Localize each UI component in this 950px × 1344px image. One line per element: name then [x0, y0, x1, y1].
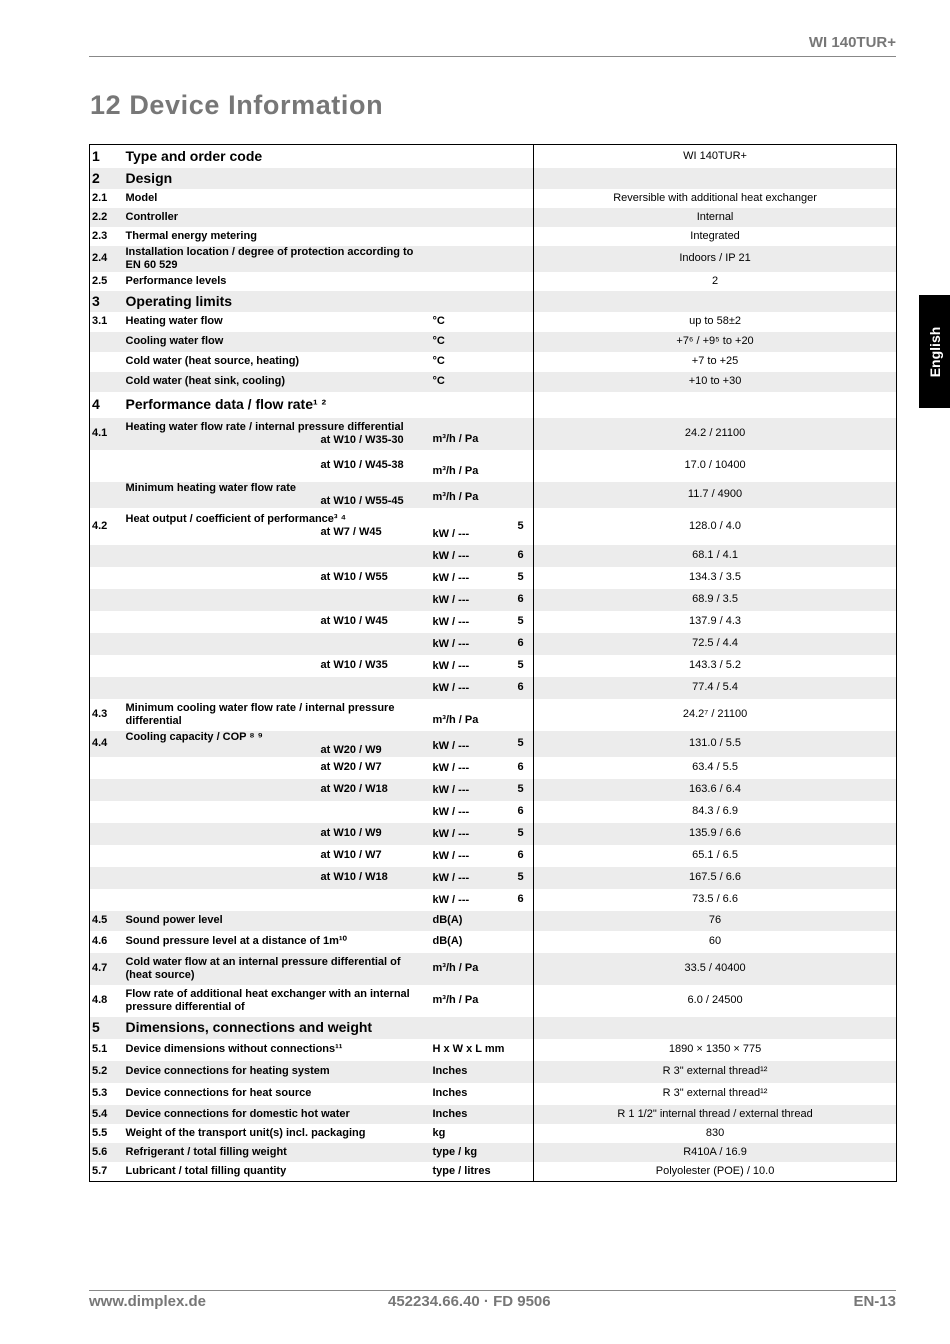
- spec-row: [90, 482, 897, 508]
- row-value: 68.1 / 4.1: [534, 545, 897, 567]
- unit: kW / ---: [431, 731, 516, 757]
- unit: dB(A): [431, 911, 516, 931]
- row-value: 167.5 / 6.6: [534, 867, 897, 889]
- row-label: Thermal energy metering: [125, 229, 257, 242]
- unit: type / kg: [431, 1143, 516, 1162]
- unit: kg: [432, 1126, 446, 1139]
- footnote-ref: [516, 208, 534, 227]
- spec-row: [90, 272, 897, 291]
- row-number: 2.4: [90, 246, 122, 272]
- label-text: Cooling capacity / COP ⁸ ⁹: [125, 730, 263, 743]
- row-value: 2: [534, 272, 897, 291]
- unit: m³/h / Pa: [432, 464, 479, 477]
- condition-text: at W20 / W9: [320, 743, 382, 756]
- row-value: 84.3 / 6.9: [534, 801, 897, 823]
- row-label: Weight of the transport unit(s) incl. packaging: [125, 1126, 366, 1139]
- row-value: up to 58±2: [534, 312, 897, 332]
- unit: [431, 208, 516, 227]
- header-divider: [89, 56, 896, 57]
- spec-row: [90, 1143, 897, 1162]
- row-number: [90, 757, 122, 779]
- unit: m³/h / Pa: [431, 482, 516, 508]
- row-value: 24.2⁷ / 21100: [534, 699, 897, 731]
- row-label: [122, 779, 431, 801]
- row-number: 4.6: [92, 935, 108, 947]
- row-label: Performance levels: [125, 274, 227, 287]
- row-value: 72.5 / 4.4: [534, 633, 897, 655]
- footnote-ref: 6: [517, 849, 524, 861]
- spec-row: [90, 633, 897, 655]
- row-number: [90, 450, 122, 482]
- row-label: Heating water flow: [125, 315, 223, 327]
- row-value: Internal: [534, 208, 897, 227]
- spec-row: [90, 779, 897, 801]
- unit: kW / ---: [432, 805, 470, 818]
- row-value: 128.0 / 4.0: [534, 508, 897, 545]
- spec-row: [90, 1105, 897, 1124]
- row-value: R 1 1/2" internal thread / external thread: [534, 1105, 897, 1124]
- unit: m³/h / Pa: [431, 418, 516, 450]
- unit: kW / ---: [432, 571, 470, 584]
- unit: [431, 272, 516, 291]
- spec-row: [90, 450, 897, 482]
- row-label: Controller: [122, 208, 431, 227]
- row-number: [90, 482, 122, 508]
- unit: kW / ---: [431, 823, 516, 845]
- row-label: [122, 589, 431, 611]
- label-text: Minimum cooling water flow rate / internal pressure differential: [125, 701, 395, 727]
- section-title: Design: [122, 168, 534, 189]
- footnote-ref: [516, 953, 534, 985]
- unit: Inches: [432, 1087, 468, 1099]
- spec-row: [90, 801, 897, 823]
- unit: Inches: [431, 1105, 516, 1124]
- row-value: 65.1 / 6.5: [534, 845, 897, 867]
- spec-row: [90, 953, 897, 985]
- row-label: Sound power level: [122, 911, 431, 931]
- row-label: Refrigerant / total filling weight: [122, 1143, 431, 1162]
- condition-text: at W10 / W18: [320, 871, 388, 883]
- row-value: R 3" external thread¹²: [534, 1083, 897, 1105]
- unit: kW / ---: [432, 893, 470, 906]
- footnote-ref: 5: [516, 731, 534, 757]
- row-value: 163.6 / 6.4: [534, 779, 897, 801]
- row-number: [90, 889, 122, 911]
- row-label: [122, 418, 431, 450]
- row-value: 11.7 / 4900: [534, 482, 897, 508]
- footnote-ref: [516, 911, 534, 931]
- spec-row: [90, 611, 897, 633]
- spec-row: [90, 567, 897, 589]
- spec-row: [90, 589, 897, 611]
- row-label: Sound pressure level at a distance of 1m¹⁰: [125, 935, 347, 947]
- unit: kW / ---: [432, 527, 470, 540]
- spec-row: [90, 1162, 897, 1182]
- row-value: 60: [534, 931, 897, 953]
- row-number: 4.1: [90, 418, 122, 450]
- row-label: Device connections for heating system: [122, 1061, 431, 1083]
- row-label: [122, 450, 431, 482]
- row-label: Lubricant / total filling quantity: [125, 1164, 287, 1177]
- footnote-ref: [516, 482, 534, 508]
- row-number: 5.7: [92, 1164, 108, 1177]
- row-number: [90, 611, 122, 633]
- row-value: 131.0 / 5.5: [534, 731, 897, 757]
- footnote-ref: 5: [516, 823, 534, 845]
- unit: H x W x L mm: [432, 1043, 505, 1055]
- unit: Inches: [431, 1061, 516, 1083]
- row-number: 4: [92, 396, 100, 412]
- row-value: 77.4 / 5.4: [534, 677, 897, 699]
- unit: dB(A): [432, 935, 463, 947]
- row-label: [122, 567, 431, 589]
- spec-row: [90, 889, 897, 911]
- row-label: [122, 757, 431, 779]
- row-value: +7⁶ / +9⁵ to +20: [534, 332, 897, 352]
- row-value: [534, 392, 897, 418]
- row-number: [90, 845, 122, 867]
- row-label: Cold water (heat source, heating): [125, 355, 300, 367]
- row-value: 63.4 / 5.5: [534, 757, 897, 779]
- row-number: [90, 677, 122, 699]
- spec-row: [90, 352, 897, 372]
- device-information-table: [89, 144, 897, 1182]
- condition-text: at W10 / W9: [320, 827, 382, 839]
- footnote-ref: [516, 1162, 534, 1182]
- section-row: [90, 291, 897, 312]
- section-row: [90, 168, 897, 189]
- row-number: 2.5: [92, 274, 108, 287]
- footnote-ref: 6: [517, 805, 524, 817]
- section-title: Type and order code: [125, 147, 263, 164]
- footnote-ref: 6: [516, 545, 534, 567]
- footnote-ref: [516, 189, 534, 208]
- footnote-ref: 6: [516, 633, 534, 655]
- spec-row: [90, 332, 897, 352]
- row-label: Cold water (heat sink, cooling): [122, 372, 431, 392]
- row-value: Reversible with additional heat exchanger: [534, 189, 897, 208]
- row-number: [90, 332, 122, 352]
- condition-text: at W20 / W18: [320, 783, 388, 795]
- row-value: Indoors / IP 21: [534, 246, 897, 272]
- row-label: [122, 508, 431, 545]
- row-value: WI 140TUR+: [534, 145, 897, 168]
- row-label: Flow rate of additional heat exchanger with an internal pressure differential of: [125, 987, 410, 1013]
- row-value: [534, 168, 897, 189]
- footnote-ref: [516, 1039, 534, 1061]
- label-text: Heat output / coefficient of performance³ ⁴: [125, 513, 347, 525]
- footnote-ref: [516, 1061, 534, 1083]
- row-value: 143.3 / 5.2: [534, 655, 897, 677]
- row-value: 68.9 / 3.5: [534, 589, 897, 611]
- row-value: 6.0 / 24500: [534, 985, 897, 1017]
- row-number: 5.3: [92, 1087, 108, 1099]
- footnote-ref: [516, 450, 534, 482]
- row-value: 137.9 / 4.3: [534, 611, 897, 633]
- row-number: [90, 352, 122, 372]
- spec-row: [90, 508, 897, 545]
- unit: m³/h / Pa: [431, 953, 516, 985]
- row-value: R410A / 16.9: [534, 1143, 897, 1162]
- section-title: Operating limits: [122, 291, 534, 312]
- spec-row: [90, 699, 897, 731]
- unit: kW / ---: [431, 867, 516, 889]
- row-value: 135.9 / 6.6: [534, 823, 897, 845]
- row-number: [90, 823, 122, 845]
- footnote-ref: [516, 227, 534, 246]
- row-number: 4.4: [90, 731, 122, 757]
- header-model: WI 140TUR+: [808, 34, 896, 51]
- spec-row: [90, 418, 897, 450]
- row-label: [122, 731, 431, 757]
- footnote-ref: 5: [517, 519, 524, 532]
- row-number: 5.1: [92, 1043, 108, 1055]
- row-label: Device dimensions without connections¹¹: [125, 1043, 343, 1055]
- row-number: [90, 545, 122, 567]
- footer-page-number: EN-13: [853, 1293, 896, 1310]
- row-value: R 3" external thread¹²: [534, 1061, 897, 1083]
- unit: m³/h / Pa: [432, 713, 479, 726]
- row-label: [122, 545, 431, 567]
- section-row: [90, 145, 897, 168]
- condition-text: at W10 / W55: [320, 571, 388, 583]
- spec-row: [90, 823, 897, 845]
- row-number: [90, 779, 122, 801]
- row-number: 5: [90, 1017, 122, 1039]
- row-value: 17.0 / 10400: [534, 450, 897, 482]
- row-number: 4.2: [92, 519, 108, 532]
- row-number: 1: [92, 147, 100, 164]
- row-label: [122, 677, 431, 699]
- row-value: 76: [534, 911, 897, 931]
- row-number: [90, 589, 122, 611]
- row-label: Cold water flow at an internal pressure differential of (heat source): [122, 953, 431, 985]
- footnote-ref: 5: [517, 571, 524, 583]
- row-label: Model: [125, 191, 158, 204]
- row-number: 2.3: [92, 229, 108, 242]
- row-value: 24.2 / 21100: [534, 418, 897, 450]
- row-number: 2.2: [90, 208, 122, 227]
- row-label: [122, 611, 431, 633]
- row-value: 33.5 / 40400: [534, 953, 897, 985]
- unit: kW / ---: [431, 779, 516, 801]
- row-value: +10 to +30: [534, 372, 897, 392]
- unit: kW / ---: [432, 761, 470, 774]
- footnote-ref: 6: [516, 589, 534, 611]
- spec-row: [90, 1061, 897, 1083]
- spec-row: [90, 208, 897, 227]
- footnote-ref: 6: [517, 893, 524, 905]
- footnote-ref: 5: [516, 779, 534, 801]
- unit: °C: [432, 315, 445, 327]
- row-number: [90, 867, 122, 889]
- footnote-ref: [516, 312, 534, 332]
- row-number: [90, 633, 122, 655]
- row-number: 4.5: [90, 911, 122, 931]
- spec-row: [90, 246, 897, 272]
- condition-text: at W10 / W45-38: [320, 459, 404, 471]
- label-text: Minimum heating water flow rate: [125, 481, 297, 494]
- spec-row: [90, 1039, 897, 1061]
- row-label: [122, 699, 431, 731]
- row-number: 2.1: [92, 191, 108, 204]
- spec-row: [90, 985, 897, 1017]
- footnote-ref: [516, 1143, 534, 1162]
- spec-row: [90, 931, 897, 953]
- footnote-ref: [516, 1083, 534, 1105]
- spec-row: [90, 867, 897, 889]
- unit: kW / ---: [431, 545, 516, 567]
- label-text: Heating water flow rate / internal pressure differential: [125, 420, 404, 433]
- spec-row: [90, 227, 897, 246]
- row-value: Integrated: [534, 227, 897, 246]
- row-number: 5.6: [90, 1143, 122, 1162]
- row-label: [122, 801, 431, 823]
- condition-text: at W10 / W7: [320, 849, 382, 861]
- footnote-ref: [516, 352, 534, 372]
- row-value: +7 to +25: [534, 352, 897, 372]
- row-number: 5.5: [92, 1126, 108, 1139]
- footer-divider: [89, 1290, 896, 1291]
- row-number: 3: [90, 291, 122, 312]
- row-number: 4.8: [92, 994, 108, 1006]
- unit: kW / ---: [431, 589, 516, 611]
- language-tab[interactable]: [919, 295, 950, 408]
- footnote-ref: 6: [517, 761, 524, 773]
- footnote-ref: [516, 985, 534, 1017]
- row-label: Device connections for domestic hot water: [122, 1105, 431, 1124]
- row-label: [122, 482, 431, 508]
- row-value: 134.3 / 3.5: [534, 567, 897, 589]
- unit: m³/h / Pa: [432, 994, 479, 1006]
- page-title: 12 Device Information: [90, 90, 384, 120]
- footer-document-number: 452234.66.40 · FD 9506: [388, 1293, 551, 1310]
- row-number: [90, 372, 122, 392]
- unit: °C: [431, 372, 516, 392]
- row-label: [122, 823, 431, 845]
- footnote-ref: [516, 372, 534, 392]
- spec-row: [90, 757, 897, 779]
- condition-text: at W10 / W35: [320, 659, 388, 671]
- footnote-ref: 5: [517, 615, 524, 627]
- row-label: [122, 867, 431, 889]
- row-number: 4.7: [90, 953, 122, 985]
- footnote-ref: 5: [517, 659, 524, 671]
- unit: [431, 227, 516, 246]
- section-row: [90, 1017, 897, 1039]
- footer-website[interactable]: www.dimplex.de: [89, 1293, 206, 1310]
- spec-row: [90, 845, 897, 867]
- unit: kW / ---: [432, 615, 470, 628]
- spec-row: [90, 1124, 897, 1143]
- spec-row: [90, 1083, 897, 1105]
- row-number: 2: [90, 168, 122, 189]
- footnote-ref: [516, 1105, 534, 1124]
- row-number: [90, 655, 122, 677]
- unit: kW / ---: [431, 633, 516, 655]
- spec-row: [90, 677, 897, 699]
- unit: kW / ---: [432, 849, 470, 862]
- row-value: 73.5 / 6.6: [534, 889, 897, 911]
- spec-row: [90, 731, 897, 757]
- footnote-ref: [516, 1124, 534, 1143]
- unit: kW / ---: [431, 677, 516, 699]
- spec-row: [90, 655, 897, 677]
- row-value: Polyolester (POE) / 10.0: [534, 1162, 897, 1182]
- section-row: [90, 392, 897, 418]
- spec-row: [90, 312, 897, 332]
- footnote-ref: [516, 418, 534, 450]
- unit: kW / ---: [432, 659, 470, 672]
- row-label: Installation location / degree of protection according to EN 60 529: [122, 246, 431, 272]
- footnote-ref: 5: [516, 867, 534, 889]
- section-title: Performance data / flow rate¹ ²: [125, 396, 327, 412]
- spec-row: [90, 545, 897, 567]
- section-title: Dimensions, connections and weight: [122, 1017, 534, 1039]
- row-label: [122, 633, 431, 655]
- language-tab-label: English: [926, 326, 943, 377]
- row-label: [122, 845, 431, 867]
- row-label: Cooling water flow: [122, 332, 431, 352]
- footnote-ref: [516, 332, 534, 352]
- row-number: 5.2: [90, 1061, 122, 1083]
- row-number: 5.4: [90, 1105, 122, 1124]
- footnote-ref: [516, 272, 534, 291]
- footnote-ref: [516, 931, 534, 953]
- row-label: Device connections for heat source: [125, 1087, 312, 1099]
- row-label: [122, 889, 431, 911]
- unit: type / litres: [432, 1164, 491, 1177]
- footnote-ref: [516, 699, 534, 731]
- row-value: 830: [534, 1124, 897, 1143]
- unit: °C: [432, 355, 445, 367]
- footnote-ref: [516, 246, 534, 272]
- unit: °C: [431, 332, 516, 352]
- unit: [431, 189, 516, 208]
- unit: [431, 246, 516, 272]
- row-label: [122, 655, 431, 677]
- row-value: 1890 × 1350 × 775: [534, 1039, 897, 1061]
- row-number: 4.3: [92, 708, 108, 720]
- condition-text: at W7 / W45: [320, 526, 382, 538]
- row-value: [534, 1017, 897, 1039]
- condition-text: at W10 / W35-30: [320, 433, 404, 446]
- row-number: [90, 567, 122, 589]
- condition-text: at W10 / W55-45: [320, 494, 404, 507]
- condition-text: at W10 / W45: [320, 615, 388, 627]
- row-number: 3.1: [92, 315, 108, 327]
- spec-row: [90, 372, 897, 392]
- footnote-ref: 6: [516, 677, 534, 699]
- row-number: [90, 801, 122, 823]
- spec-row: [90, 911, 897, 931]
- condition-text: at W20 / W7: [320, 761, 382, 773]
- spec-row: [90, 189, 897, 208]
- row-value: [534, 291, 897, 312]
